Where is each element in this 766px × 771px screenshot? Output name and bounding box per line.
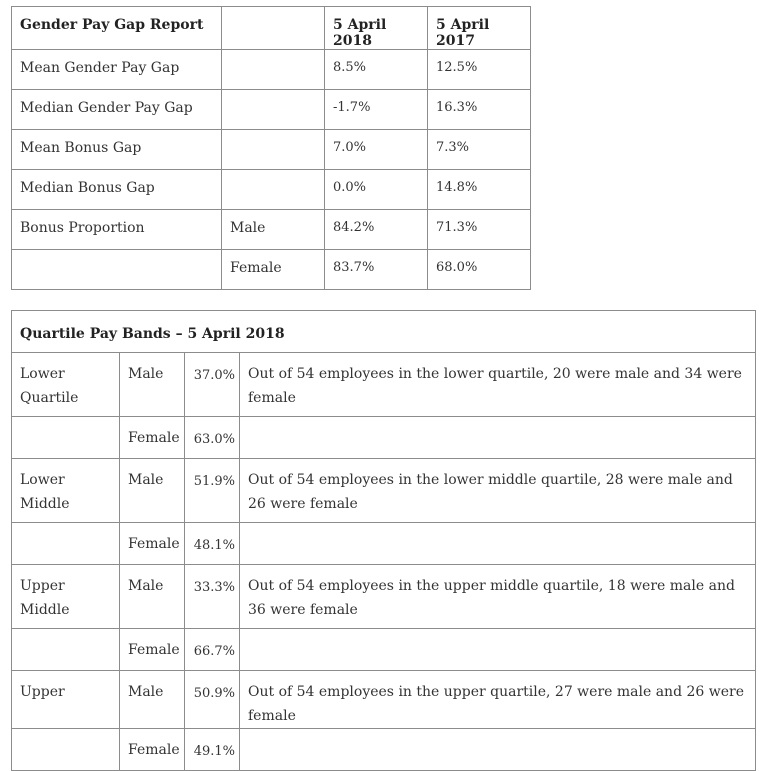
value-2018: 83.7% — [325, 250, 428, 290]
male-percentage: 50.9% — [185, 671, 240, 729]
female-label: Female — [120, 417, 185, 459]
header-cell: 5 April 2017 — [428, 7, 531, 50]
female-label: Female — [120, 729, 185, 771]
table-row — [12, 629, 756, 671]
metric-label — [12, 250, 222, 290]
male-percentage: 37.0% — [185, 353, 240, 417]
header-cell — [222, 7, 325, 50]
quartile-pay-bands-table — [11, 310, 756, 771]
value-2018: -1.7% — [325, 90, 428, 130]
male-label: Male — [120, 459, 185, 523]
female-percentage: 49.1% — [185, 729, 240, 771]
table-row — [12, 417, 756, 459]
table-row — [12, 210, 531, 250]
table-title: Quartile Pay Bands – 5 April 2018 — [12, 311, 756, 353]
value-2017: 71.3% — [428, 210, 531, 250]
table-row — [12, 729, 756, 771]
female-label: Female — [120, 523, 185, 565]
table-title-row — [12, 311, 756, 353]
quartile-description: Out of 54 employees in the upper quartile, 27 were male and 26 were female — [240, 671, 756, 729]
metric-label: Bonus Proportion — [12, 210, 222, 250]
gender-label — [222, 50, 325, 90]
header-cell: 5 April 2018 — [325, 7, 428, 50]
gender-label: Male — [222, 210, 325, 250]
table-row — [12, 523, 756, 565]
quartile-description: Out of 54 employees in the upper middle quartile, 18 were male and 36 were female — [240, 565, 756, 629]
gender-pay-gap-table — [11, 6, 531, 290]
value-2017: 12.5% — [428, 50, 531, 90]
table-row — [12, 353, 756, 417]
quartile-name: Upper Middle — [12, 565, 120, 629]
table-row — [12, 459, 756, 523]
value-2017: 68.0% — [428, 250, 531, 290]
table-header-row — [12, 7, 531, 50]
male-percentage: 33.3% — [185, 565, 240, 629]
gender-label — [222, 130, 325, 170]
gender-label — [222, 170, 325, 210]
male-percentage: 51.9% — [185, 459, 240, 523]
quartile-name: Upper — [12, 671, 120, 729]
quartile-name: Lower Quartile — [12, 353, 120, 417]
metric-label: Mean Bonus Gap — [12, 130, 222, 170]
value-2018: 0.0% — [325, 170, 428, 210]
table-row — [12, 565, 756, 629]
quartile-description: Out of 54 employees in the lower middle quartile, 28 were male and 26 were female — [240, 459, 756, 523]
female-label: Female — [120, 629, 185, 671]
value-2017: 7.3% — [428, 130, 531, 170]
metric-label: Median Gender Pay Gap — [12, 90, 222, 130]
header-cell: Gender Pay Gap Report — [12, 7, 222, 50]
quartile-name: Lower Middle — [12, 459, 120, 523]
value-2018: 8.5% — [325, 50, 428, 90]
value-2017: 14.8% — [428, 170, 531, 210]
table-row — [12, 671, 756, 729]
metric-label: Mean Gender Pay Gap — [12, 50, 222, 90]
gender-label — [222, 90, 325, 130]
value-2018: 84.2% — [325, 210, 428, 250]
female-percentage: 63.0% — [185, 417, 240, 459]
metric-label: Median Bonus Gap — [12, 170, 222, 210]
female-percentage: 66.7% — [185, 629, 240, 671]
quartile-description: Out of 54 employees in the lower quartile, 20 were male and 34 were female — [240, 353, 756, 417]
female-percentage: 48.1% — [185, 523, 240, 565]
table-row — [12, 90, 531, 130]
value-2017: 16.3% — [428, 90, 531, 130]
table-row — [12, 250, 531, 290]
table-row — [12, 170, 531, 210]
table-row — [12, 130, 531, 170]
male-label: Male — [120, 353, 185, 417]
gender-label: Female — [222, 250, 325, 290]
male-label: Male — [120, 671, 185, 729]
value-2018: 7.0% — [325, 130, 428, 170]
male-label: Male — [120, 565, 185, 629]
table-row — [12, 50, 531, 90]
